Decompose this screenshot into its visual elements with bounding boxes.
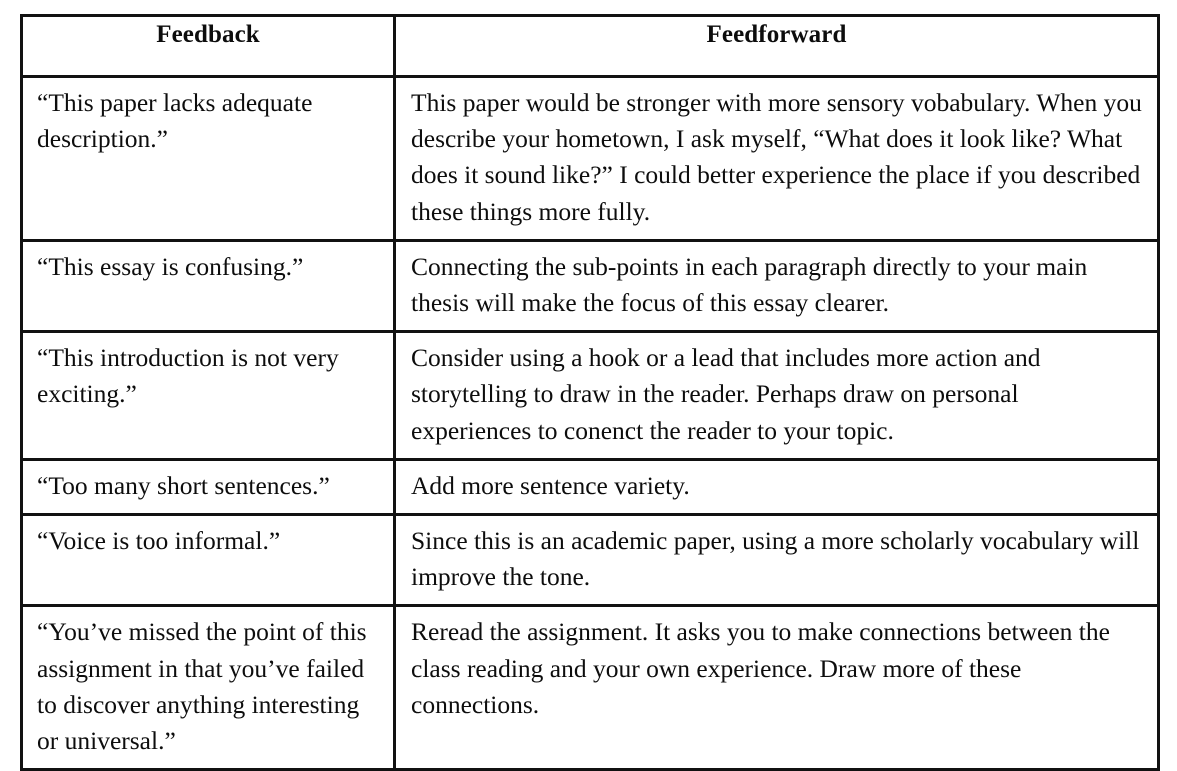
table-row [22, 77, 1159, 241]
feedback-text: “This paper lacks adequate description.” [37, 88, 319, 154]
table-body [22, 77, 1159, 770]
feedback-text: “Voice is too informal.” [37, 526, 281, 556]
column-header-feedback: Feedback [22, 16, 395, 77]
feedforward-text: Reread the assignment. It asks you to make connections between the class reading and your own experience. Draw more of these connections. [411, 617, 1117, 719]
table-header [22, 16, 1159, 77]
table-cell-feedback [22, 515, 395, 606]
table-cell-feedforward [395, 606, 1159, 770]
feedback-text: “This essay is confusing.” [37, 251, 304, 281]
table-cell-feedback [22, 332, 395, 460]
table-cell-feedback [22, 606, 395, 770]
feedback-text: “Too many short sentences.” [37, 470, 330, 500]
table-cell-feedforward [395, 77, 1159, 241]
feedforward-text: Consider using a hook or a lead that includes more action and storytelling to draw in the reader. Perhaps draw on personal experiences to conenct the reader to your topic. [411, 343, 1047, 445]
table-row [22, 332, 1159, 460]
table-cell-feedback [22, 240, 395, 331]
feedforward-text: This paper would be stronger with more sensory vobabulary. When you describe your hometown, I ask myself, “What does it look like? What does it sound like?” I could better experience the place if you described these things more fully. [411, 88, 1149, 226]
table-row [22, 515, 1159, 606]
table-cell-feedforward [395, 332, 1159, 460]
table-cell-feedforward [395, 240, 1159, 331]
table-cell-feedforward [395, 459, 1159, 514]
feedforward-text: Connecting the sub-points in each paragraph directly to your main thesis will make the focus of this essay clearer. [411, 251, 1094, 318]
table-cell-feedback [22, 77, 395, 241]
feedforward-text: Since this is an academic paper, using a more scholarly vocabulary will improve the tone. [411, 526, 1146, 592]
table-header-row [22, 16, 1159, 77]
column-header-feedforward: Feedforward [395, 16, 1159, 77]
feedback-feedforward-table [20, 14, 1160, 771]
table-row [22, 606, 1159, 770]
table-cell-feedforward [395, 515, 1159, 606]
table-cell-feedback [22, 459, 395, 514]
table-row [22, 459, 1159, 514]
feedforward-text: Add more sentence variety. [411, 470, 690, 500]
feedback-text: “You’ve missed the point of this assignment in that you’ve failed to discover anything interesting or universal.” [37, 617, 373, 756]
feedback-text: “This introduction is not very exciting.” [37, 343, 346, 409]
table-row [22, 240, 1159, 331]
feedback-feedforward-table-container [20, 14, 1157, 756]
